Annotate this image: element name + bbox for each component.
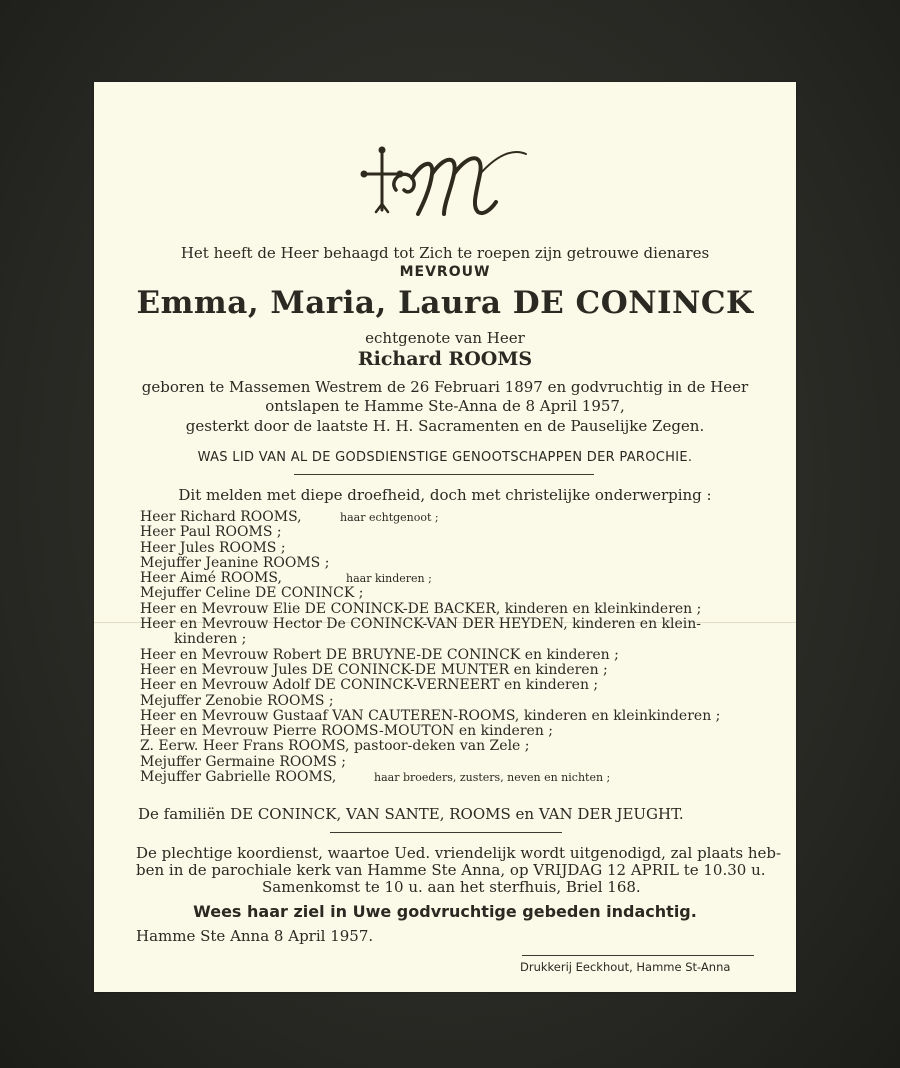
service-line: ben in de parochiale kerk van Hamme Ste Anna, op VRIJDAG 12 APRIL te 10.30 u. [136, 861, 766, 879]
mourner-row: Mejuffer Gabrielle ROOMS, haar broeders, zusters, neven en nichten ; [140, 769, 611, 786]
mourner-row: Mejuffer Germaine ROOMS ; [140, 753, 346, 770]
mourner-row: Heer Aimé ROOMS, haar kinderen ; [140, 570, 432, 587]
spouse-name: Richard ROOMS [357, 348, 533, 370]
mourners-list [140, 510, 770, 785]
place-date: Hamme Ste Anna 8 April 1957. [136, 927, 374, 945]
service-line: De plechtige koordienst, waartoe Ued. vriendelijk wordt uitgenodigd, zal plaats heb- [136, 844, 782, 862]
mourner-row: Heer Jules ROOMS ; [140, 539, 286, 556]
mourner-row: Heer Richard ROOMS, haar echtgenoot ; [140, 509, 439, 525]
divider [522, 955, 754, 956]
deceased-name: Emma, Maria, Laura DE CONINCK [136, 285, 754, 321]
mourner-row: Heer en Mevrouw Pierre ROOMS-MOUTON en kinderen ; [140, 723, 554, 740]
mourner-row: Heer en Mevrouw Gustaaf VAN CAUTEREN-ROOMS, kinderen en kleinkinderen ; [140, 707, 721, 724]
spouse-label: echtgenote van Heer [365, 329, 525, 347]
bio-line: gesterkt door de laatste H. H. Sacramenten en de Pauselijke Zegen. [185, 417, 705, 435]
printer-credit: Drukkerij Eeckhout, Hamme St-Anna [520, 960, 731, 974]
spouse-note: haar echtgenoot ; [340, 511, 439, 524]
memorial-card [94, 82, 796, 992]
siblings-note: haar broeders, zusters, neven en nichten ; [374, 771, 611, 785]
children-note: haar kinderen ; [346, 572, 432, 586]
mourner-row: Heer en Mevrouw Elie DE CONINCK-DE BACKER, kinderen en kleinkinderen ; [140, 600, 702, 617]
bio-line: ontslapen te Hamme Ste-Anna de 8 April 1957, [265, 397, 625, 415]
mourner-row: kinderen ; [174, 631, 247, 648]
mourner-row: Mejuffer Celine DE CONINCK ; [140, 585, 364, 602]
membership-text: WAS LID VAN AL DE GODSDIENSTIGE GENOOTSCHAPPEN DER PAROCHIE. [197, 450, 693, 465]
title-mevrouw: MEVROUW [399, 264, 491, 280]
divider [330, 832, 562, 833]
mourner-row: Mejuffer Jeanine ROOMS ; [140, 554, 330, 571]
intro-text: Het heeft de Heer behaagd tot Zich te roepen zijn getrouwe dienares [180, 244, 710, 262]
announcement-text: Dit melden met diepe droefheid, doch met christelijke onderwerping : [178, 486, 712, 504]
mourner-row: Z. Eerw. Heer Frans ROOMS, pastoor-deken van Zele ; [140, 738, 530, 755]
cross-m-monogram-icon [360, 144, 530, 224]
mourner-row: Heer en Mevrouw Robert DE BRUYNE-DE CONINCK en kinderen ; [140, 646, 619, 663]
service-line: Samenkomst te 10 u. aan het sterfhuis, Briel 168. [262, 878, 641, 896]
mourner-row: Heer en Mevrouw Adolf DE CONINCK-VERNEERT en kinderen ; [140, 677, 599, 694]
mourner-row: Heer Paul ROOMS ; [140, 524, 282, 541]
mourner-row: Heer en Mevrouw Jules DE CONINCK-DE MUNTER en kinderen ; [140, 661, 608, 678]
mourner-row: Heer en Mevrouw Hector De CONINCK-VAN DER HEYDEN, kinderen en klein- [140, 616, 702, 633]
families-line: De familiën DE CONINCK, VAN SANTE, ROOMS en VAN DER JEUGHT. [138, 805, 684, 823]
divider [294, 474, 594, 475]
mourner-row: Mejuffer Zenobie ROOMS ; [140, 692, 334, 709]
prayer-line: Wees haar ziel in Uwe godvruchtige gebeden indachtig. [193, 902, 697, 921]
bio-line: geboren te Massemen Westrem de 26 Februari 1897 en godvruchtig in de Heer [141, 378, 749, 396]
